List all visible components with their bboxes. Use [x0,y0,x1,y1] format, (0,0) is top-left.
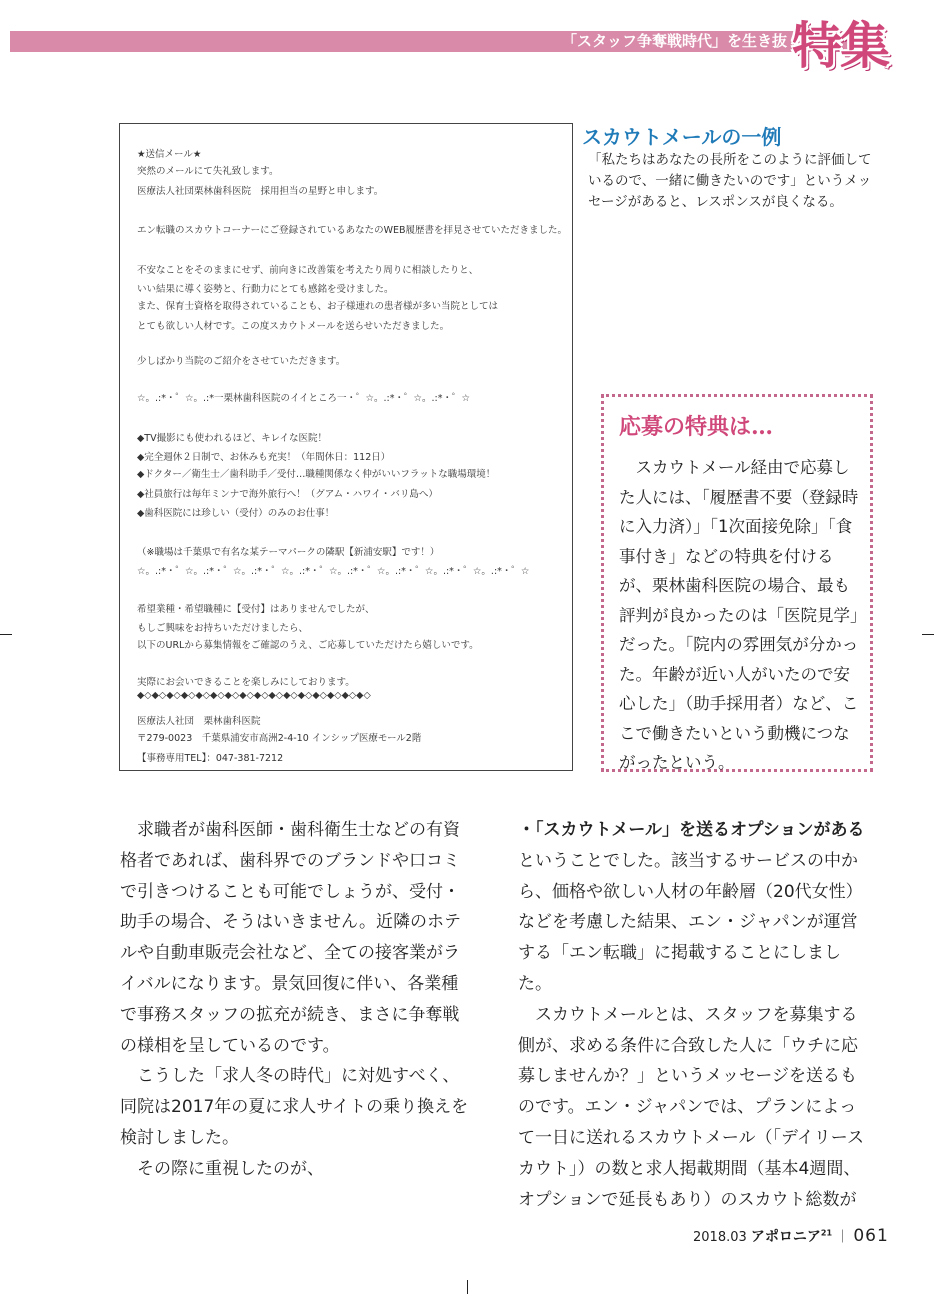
benefit-body: スカウトメール経由で応募した人には、「履歴書不要（登録時に入力済）」「1次面接免除」「食事付き」などの特典を付けるが、栗林歯科医院の場合、最も評判が良かったのは「医院見学」だった。「院内の雰囲気が分かった。年齢が近い人がいたので安心した」（助手採用者）など、ここで働きたいという動機につながったという。 [619,458,859,772]
left-paragraph-2: こうした「求人冬の時代」に対処すべく、同院は2017年の夏に求人サイトの乗り換えを検討しました。 [120,1066,469,1148]
email-line: 医療法人社団 栗林歯科医院 [137,716,261,727]
footer-separator: ｜ [836,1230,850,1245]
email-line: ◆社員旅行は毎年ミンナで海外旅行へ！（グアム・ハワイ・バリ島へ） [137,489,438,500]
left-column [120,815,470,1185]
crop-mark [0,634,12,635]
email-line: 不安なことをそのままにせず、前向きに改善策を考えたり周りに相談したりと、 [137,265,479,276]
email-line: ★送信メール★ [137,149,202,160]
crop-mark [467,1280,468,1294]
email-line: ☆。.:*・゜☆。.:*一栗林歯科医院のイイところ一・゜☆。.:*・゜☆。.:*・゜☆ [137,393,470,404]
email-line: また、保育士資格を取得されていることも、お子様連れの患者様が多い当院としては [137,301,499,312]
benefit-title: 応募の特典は… [619,414,774,440]
email-line: とても欲しい人材です。この度スカウトメールを送らせいただきました。 [137,321,450,332]
right-paragraph-1: ということでした。該当するサービスの中から、価格や欲しい人材の年齢層（20代女性）などを考慮した結果、エン・ジャパンが運営する「エン転職」に掲載することにしました。 [518,850,863,994]
email-line: 少しばかり当院のご紹介をさせていただきます。 [137,356,346,367]
page-number: 061 [853,1226,889,1246]
feature-subtitle: 「スタッフ争奪戦時代」を生き抜く [561,32,802,50]
magazine-sup: 21 [820,1228,833,1238]
right-column [518,815,868,1215]
email-line: ◆完全週休２日制で、お休みも充実！（年間休日：112日） [137,452,391,463]
issue-date: 2018.03 [693,1230,747,1245]
example-description: 「私たちはあなたの長所をこのように評価しているので、一緒に働きたいのです」というメッセージがあると、レスポンスが良くなる。 [588,152,872,210]
right-paragraph-2: スカウトメールとは、スタッフを募集する側が、求める条件に合致した人に「ウチに応募しませんか？」というメッセージを送るものです。エン・ジャパンでは、プランによって一日に送れるスカウトメール（「デイリースカウト」）の数と求人掲載期間（基本4週間、オプションで延長もあり）のスカウト総数が [518,1004,864,1210]
feature-title: 特集 [792,16,888,75]
magazine-name: アポロニア [750,1229,821,1245]
crop-mark [922,634,934,635]
email-line: ◆ドクター／衛生士／歯科助手／受付…職種関係なく仲がいいフラットな職場環境！ [137,469,496,480]
email-line: ◆歯科医院には珍しい（受付）のみのお仕事！ [137,508,335,519]
email-line: 【事務専用TEL】：047-381-7212 [137,753,284,764]
left-paragraph-3: その際に重視したのが、 [137,1158,324,1179]
left-paragraph-1: 求職者が歯科医師・歯科衛生士などの有資格者であれば、歯科界でのブランドや口コミで引きつけることも可能でしょうが、受付・助手の場合、そうはいきません。近隣のホテルや自動車販売会社など、全ての接客業がライバルになります。景気回復に伴い、各業種で事務スタッフの拡充が続き、まさに争奪戦の様相を呈しているのです。 [120,820,462,1056]
right-bullet: ・「スカウトメール」を送るオプションがある [518,820,865,840]
email-line: （※職場は千葉県で有名な某テーマパークの隣駅【新浦安駅】です！） [137,547,440,558]
email-line: 希望業種・希望職種に【受付】はありませんでしたが、 [137,604,375,615]
email-line: いい結果に導く姿勢と、行動力にとても感銘を受けました。 [137,284,394,295]
email-line: 以下のURLから募集情報をご確認のうえ、ご応募していただけたら嬉しいです。 [137,640,479,651]
email-line: ◆◇◆◇◆◇◆◇◆◇◆◇◆◇◆◇◆◇◆◇◆◇◆◇◆◇◆◇◆◇◆◇ [137,690,371,701]
email-line: エン転職のスカウトコーナーにご登録されているあなたのWEB履歴書を拝見させていただきました。 [137,225,568,236]
page-footer [693,1226,889,1246]
email-line: 突然のメールにて失礼致します。 [137,166,279,177]
email-line: 〒279-0023 千葉県浦安市高洲2-4-10 インシップ医療モール2階 [137,733,422,744]
email-line: もしご興味をお持ちいただけましたら、 [137,623,309,634]
email-line: 実際にお会いできることを楽しみにしております。 [137,677,355,688]
email-line: ◆TV撮影にも使われるほど、キレイな医院！ [137,433,328,444]
example-title: スカウトメールの一例 [582,125,782,149]
email-line: 医療法人社団栗林歯科医院 採用担当の星野と申します。 [137,186,384,197]
email-line: ☆。.:*・゜☆。.:*・゜☆。.:*・゜☆。.:*・゜☆。.:*・゜☆。.:*・゜☆。.:*・゜☆。.:*・゜☆ [137,566,530,577]
